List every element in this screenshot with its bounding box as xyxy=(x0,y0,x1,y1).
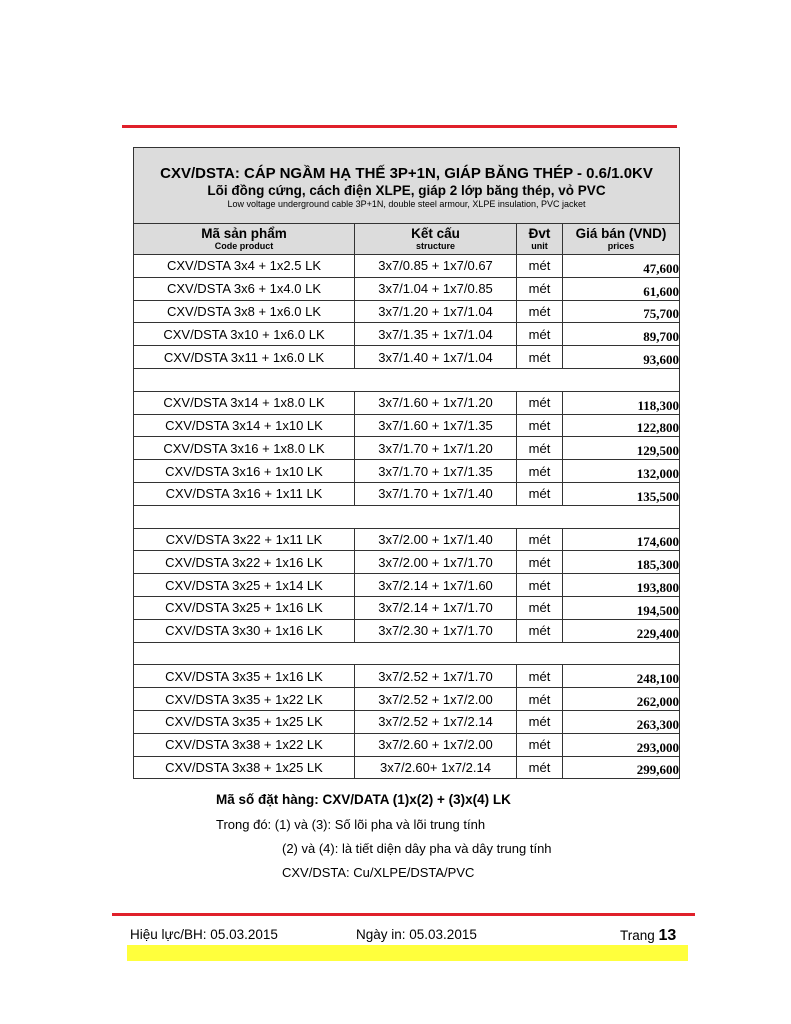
structure-cell: 3x7/1.70 + 1x7/1.20 xyxy=(355,437,517,460)
product-code-cell: CXV/DSTA 3x10 + 1x6.0 LK xyxy=(134,323,355,346)
table-row xyxy=(134,551,680,574)
unit-cell: mét xyxy=(517,414,563,437)
structure-cell: 3x7/2.14 + 1x7/1.70 xyxy=(355,596,517,619)
product-code-cell: CXV/DSTA 3x14 + 1x10 LK xyxy=(134,414,355,437)
note-line-2: (2) và (4): là tiết diện dây pha và dây trung tính xyxy=(282,841,552,856)
price-cell: 135,500 xyxy=(563,482,680,505)
col-header-structure: Kết cấu structure xyxy=(355,224,517,255)
table-row xyxy=(134,346,680,369)
product-code-cell: CXV/DSTA 3x6 + 1x4.0 LK xyxy=(134,277,355,300)
table-row xyxy=(134,255,680,278)
product-code-cell: CXV/DSTA 3x25 + 1x16 LK xyxy=(134,596,355,619)
table-row xyxy=(134,323,680,346)
column-header-row xyxy=(134,224,680,255)
product-code-cell: CXV/DSTA 3x25 + 1x14 LK xyxy=(134,574,355,597)
footer-valid-date: Hiệu lực/BH: 05.03.2015 xyxy=(130,927,278,942)
structure-cell: 3x7/2.52 + 1x7/1.70 xyxy=(355,665,517,688)
unit-cell: mét xyxy=(517,323,563,346)
price-cell: 262,000 xyxy=(563,688,680,711)
product-code-cell: CXV/DSTA 3x4 + 1x2.5 LK xyxy=(134,255,355,278)
price-cell: 129,500 xyxy=(563,437,680,460)
table-title: CXV/DSTA: CÁP NGẦM HẠ THẾ 3P+1N, GIÁP BĂNG THÉP - 0.6/1.0KV xyxy=(160,164,653,182)
structure-cell: 3x7/2.14 + 1x7/1.60 xyxy=(355,574,517,597)
price-cell: 185,300 xyxy=(563,551,680,574)
note-line-3: CXV/DSTA: Cu/XLPE/DSTA/PVC xyxy=(282,865,475,880)
order-code-note: Mã số đặt hàng: CXV/DATA (1)x(2) + (3)x(4) LK xyxy=(216,792,511,807)
note-line-1: Trong đó: (1) và (3): Số lõi pha và lõi trung tính xyxy=(216,817,486,832)
table-row xyxy=(134,528,680,551)
table-subtitle-vi: Lõi đồng cứng, cách điện XLPE, giáp 2 lớp băng thép, vỏ PVC xyxy=(207,182,606,198)
product-code-cell: CXV/DSTA 3x35 + 1x22 LK xyxy=(134,688,355,711)
group-separator-row xyxy=(134,642,680,665)
product-code-cell: CXV/DSTA 3x11 + 1x6.0 LK xyxy=(134,346,355,369)
table-row xyxy=(134,482,680,505)
product-code-cell: CXV/DSTA 3x22 + 1x16 LK xyxy=(134,551,355,574)
bottom-red-rule xyxy=(112,913,695,916)
price-cell: 89,700 xyxy=(563,323,680,346)
table-row xyxy=(134,437,680,460)
top-red-rule xyxy=(122,125,677,128)
unit-cell: mét xyxy=(517,596,563,619)
unit-cell: mét xyxy=(517,733,563,756)
unit-cell: mét xyxy=(517,391,563,414)
structure-cell: 3x7/2.60+ 1x7/2.14 xyxy=(355,756,517,779)
price-cell: 263,300 xyxy=(563,710,680,733)
price-cell: 299,600 xyxy=(563,756,680,779)
price-cell: 229,400 xyxy=(563,619,680,642)
price-cell: 293,000 xyxy=(563,733,680,756)
product-code-cell: CXV/DSTA 3x38 + 1x22 LK xyxy=(134,733,355,756)
price-table xyxy=(133,147,680,779)
footer-highlight-bar xyxy=(127,945,688,961)
group-separator-row xyxy=(134,368,680,391)
structure-cell: 3x7/2.52 + 1x7/2.00 xyxy=(355,688,517,711)
table-row xyxy=(134,756,680,779)
col-header-code: Mã sản phẩm Code product xyxy=(134,224,355,255)
price-cell: 75,700 xyxy=(563,300,680,323)
unit-cell: mét xyxy=(517,300,563,323)
structure-cell: 3x7/1.04 + 1x7/0.85 xyxy=(355,277,517,300)
unit-cell: mét xyxy=(517,346,563,369)
page-label: Trang xyxy=(620,928,655,943)
page-number: 13 xyxy=(658,927,677,944)
price-cell: 132,000 xyxy=(563,460,680,483)
structure-cell: 3x7/1.40 + 1x7/1.04 xyxy=(355,346,517,369)
table-row xyxy=(134,710,680,733)
product-code-cell: CXV/DSTA 3x35 + 1x16 LK xyxy=(134,665,355,688)
structure-cell: 3x7/2.60 + 1x7/2.00 xyxy=(355,733,517,756)
table-row xyxy=(134,277,680,300)
unit-cell: mét xyxy=(517,255,563,278)
unit-cell: mét xyxy=(517,756,563,779)
unit-cell: mét xyxy=(517,665,563,688)
structure-cell: 3x7/2.00 + 1x7/1.70 xyxy=(355,551,517,574)
product-code-cell: CXV/DSTA 3x22 + 1x11 LK xyxy=(134,528,355,551)
price-cell: 174,600 xyxy=(563,528,680,551)
product-code-cell: CXV/DSTA 3x16 + 1x10 LK xyxy=(134,460,355,483)
price-cell: 122,800 xyxy=(563,414,680,437)
unit-cell: mét xyxy=(517,688,563,711)
table-row xyxy=(134,665,680,688)
table-row xyxy=(134,574,680,597)
unit-cell: mét xyxy=(517,619,563,642)
product-code-cell: CXV/DSTA 3x16 + 1x8.0 LK xyxy=(134,437,355,460)
table-row xyxy=(134,619,680,642)
table-title-block xyxy=(134,148,680,224)
table-row xyxy=(134,300,680,323)
product-code-cell: CXV/DSTA 3x16 + 1x11 LK xyxy=(134,482,355,505)
price-cell: 193,800 xyxy=(563,574,680,597)
product-code-cell: CXV/DSTA 3x38 + 1x25 LK xyxy=(134,756,355,779)
structure-cell: 3x7/1.60 + 1x7/1.20 xyxy=(355,391,517,414)
price-cell: 118,300 xyxy=(563,391,680,414)
col-header-unit: Đvt unit xyxy=(517,224,563,255)
unit-cell: mét xyxy=(517,528,563,551)
structure-cell: 3x7/1.70 + 1x7/1.40 xyxy=(355,482,517,505)
col-header-price: Giá bán (VND) prices xyxy=(563,224,680,255)
unit-cell: mét xyxy=(517,277,563,300)
product-code-cell: CXV/DSTA 3x14 + 1x8.0 LK xyxy=(134,391,355,414)
structure-cell: 3x7/2.52 + 1x7/2.14 xyxy=(355,710,517,733)
structure-cell: 3x7/2.30 + 1x7/1.70 xyxy=(355,619,517,642)
unit-cell: mét xyxy=(517,710,563,733)
unit-cell: mét xyxy=(517,460,563,483)
table-row xyxy=(134,391,680,414)
price-cell: 47,600 xyxy=(563,255,680,278)
unit-cell: mét xyxy=(517,551,563,574)
unit-cell: mét xyxy=(517,482,563,505)
product-code-cell: CXV/DSTA 3x35 + 1x25 LK xyxy=(134,710,355,733)
table-subtitle-en: Low voltage underground cable 3P+1N, double steel armour, XLPE insulation, PVC jacket xyxy=(227,198,586,209)
structure-cell: 3x7/1.20 + 1x7/1.04 xyxy=(355,300,517,323)
product-code-cell: CXV/DSTA 3x30 + 1x16 LK xyxy=(134,619,355,642)
price-cell: 61,600 xyxy=(563,277,680,300)
table-row xyxy=(134,460,680,483)
structure-cell: 3x7/1.60 + 1x7/1.35 xyxy=(355,414,517,437)
footer-print-date: Ngày in: 05.03.2015 xyxy=(356,927,477,942)
table-row xyxy=(134,688,680,711)
unit-cell: mét xyxy=(517,574,563,597)
table-row xyxy=(134,596,680,619)
table-row xyxy=(134,733,680,756)
structure-cell: 3x7/1.70 + 1x7/1.35 xyxy=(355,460,517,483)
unit-cell: mét xyxy=(517,437,563,460)
product-code-cell: CXV/DSTA 3x8 + 1x6.0 LK xyxy=(134,300,355,323)
price-cell: 93,600 xyxy=(563,346,680,369)
structure-cell: 3x7/1.35 + 1x7/1.04 xyxy=(355,323,517,346)
group-separator-row xyxy=(134,505,680,528)
structure-cell: 3x7/0.85 + 1x7/0.67 xyxy=(355,255,517,278)
table-row xyxy=(134,414,680,437)
price-cell: 248,100 xyxy=(563,665,680,688)
price-cell: 194,500 xyxy=(563,596,680,619)
footer-page xyxy=(620,927,676,945)
structure-cell: 3x7/2.00 + 1x7/1.40 xyxy=(355,528,517,551)
